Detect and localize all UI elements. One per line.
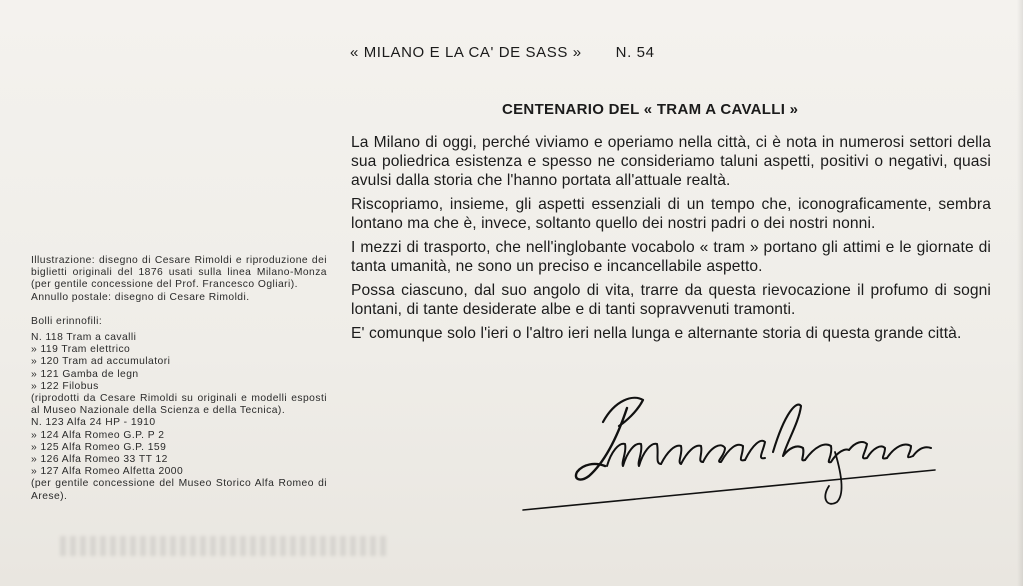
series-title: « MILANO E LA CA' DE SASS » xyxy=(350,44,582,61)
article-body xyxy=(351,133,991,348)
stamps-source-note: (riprodotti da Cesare Rimoldi su originali e modelli esposti al Museo Nazionale della Scienza e della Tecnica). xyxy=(31,393,327,417)
stamp-list-item: » 127 Alfa Romeo Alfetta 2000 xyxy=(31,466,184,478)
handwritten-signature xyxy=(515,382,945,522)
stamp-list-item: N. 118 Tram a cavalli xyxy=(31,332,137,344)
body-paragraph: Possa ciascuno, dal suo angolo di vita, trarre da questa rievocazione il profumo di sogni lontani, di tante desiderate albe e di tanti sopravvenuti tramonti. xyxy=(351,281,991,319)
stamp-list-item: » 126 Alfa Romeo 33 TT 12 xyxy=(31,454,168,466)
illustration-credit: Illustrazione: disegno di Cesare Rimoldi e riproduzione dei biglietti originali del 1876 usati sulla linea Milano-Monza (per gentile concessione del Prof. Francesco Ogliari). xyxy=(31,255,327,291)
spacer xyxy=(31,304,327,316)
body-paragraph: I mezzi di trasporto, che nell'inglobante vocabolo « tram » portano gli attimi e le giornate di tanta umanità, ne sono un preciso e incancellabile aspetto. xyxy=(351,239,991,276)
series-number: N. 54 xyxy=(615,44,655,61)
stamp-list-item: » 119 Tram elettrico xyxy=(31,344,131,356)
series-header xyxy=(350,44,655,61)
show-through-smudge xyxy=(60,536,390,556)
credits-column xyxy=(31,255,327,503)
stamp-list-item: » 124 Alfa Romeo G.P. P 2 xyxy=(31,429,165,441)
stamp-list-item: N. 123 Alfa 24 HP - 1910 xyxy=(31,417,156,429)
stamp-list-item: » 125 Alfa Romeo G.P. 159 xyxy=(31,441,167,453)
body-paragraph: La Milano di oggi, perché viviamo e operiamo nella città, ci è nota in numerosi settori della sua poliedrica esistenza e spesso ne consideriamo taluni aspetti, positivi o negativi, quasi avulsi dalla storia che l'hanno portata all'attuale realtà. xyxy=(351,134,991,190)
card-edge-shadow xyxy=(1017,0,1023,586)
body-paragraph: E' comunque solo l'ieri o l'altro ieri nella lunga e alternante storia di questa grande città. xyxy=(351,324,962,342)
postmark-credit: Annullo postale: disegno di Cesare Rimoldi. xyxy=(31,291,250,303)
article-title: CENTENARIO DEL « TRAM A CAVALLI » xyxy=(502,101,799,118)
body-paragraph: Riscopriamo, insieme, gli aspetti essenziali di un tempo che, iconograficamente, sembra lontano ma che è, invece, soltanto quello dei nostri padri o dei nostri nonni. xyxy=(351,196,991,233)
stamp-list-item: » 120 Tram ad accumulatori xyxy=(31,356,171,368)
museum-credit-note: (per gentile concessione del Museo Storico Alfa Romeo di Arese). xyxy=(31,478,327,502)
stamp-list-item: » 121 Gamba de legn xyxy=(31,368,139,380)
stamps-heading: Bolli erinnofili: xyxy=(31,315,103,327)
stamp-list-item: » 122 Filobus xyxy=(31,380,99,392)
